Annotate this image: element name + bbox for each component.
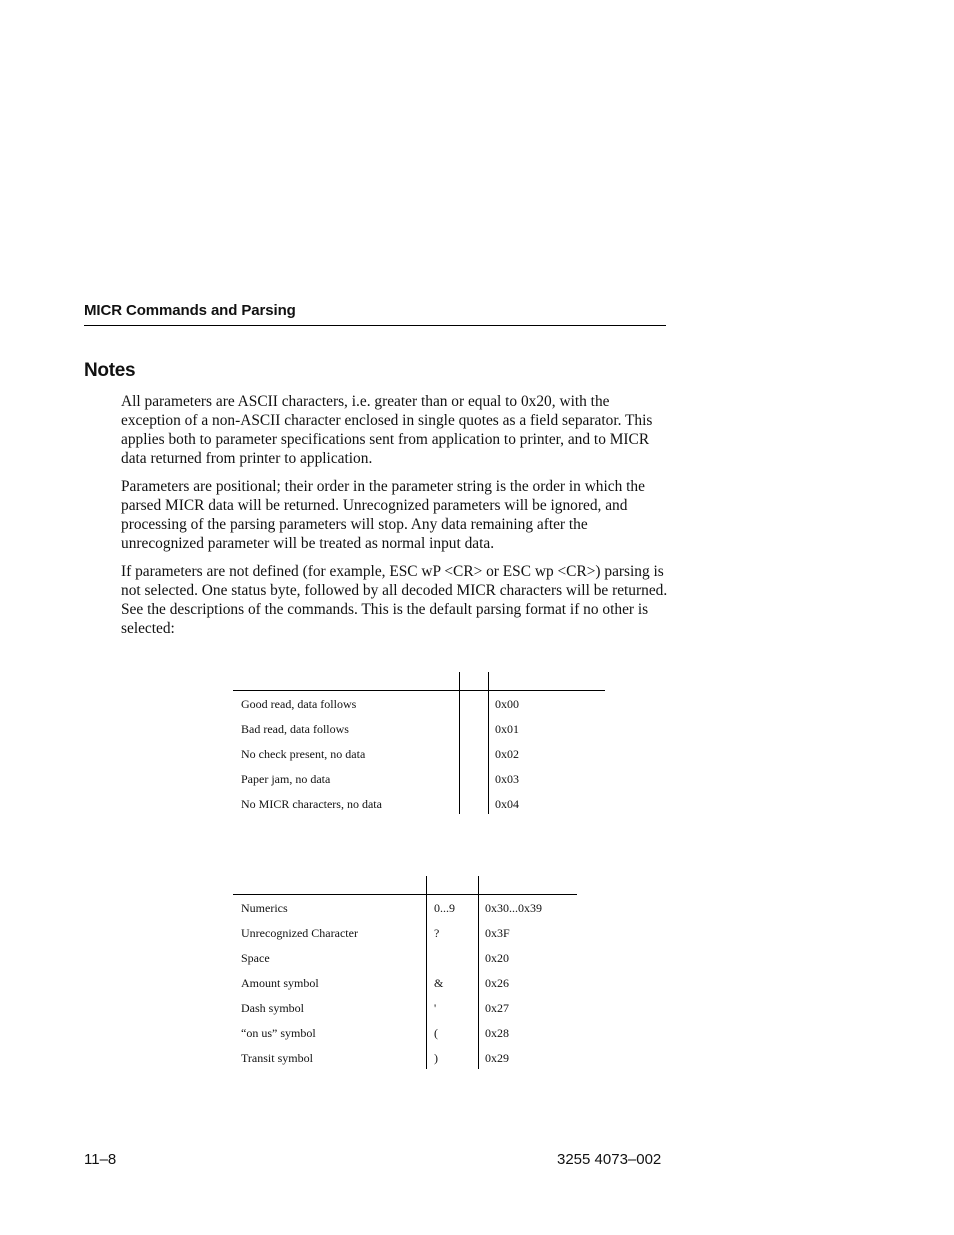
description-cell: Paper jam, no data (241, 772, 331, 786)
description-cell: “on us” symbol (241, 1026, 316, 1040)
notes-body (121, 392, 669, 647)
description-cell: No MICR characters, no data (241, 797, 382, 811)
symbol-cell: & (434, 976, 444, 990)
symbol-cell: ( (434, 1026, 438, 1040)
value-cell: 0x28 (485, 1026, 509, 1040)
description-cell: No check present, no data (241, 747, 366, 761)
table-row (233, 895, 577, 920)
micr-character-table (233, 876, 577, 1070)
description-cell: Space (241, 951, 270, 965)
running-header: MICR Commands and Parsing (84, 302, 666, 326)
table-row (233, 1020, 577, 1045)
value-cell: 0x3F (485, 926, 510, 940)
table-row (233, 920, 577, 945)
value-cell: 0x26 (485, 976, 509, 990)
table-header (233, 876, 577, 895)
value-cell: 0x03 (495, 772, 519, 786)
document-number: 3255 4073–002 (557, 1151, 662, 1168)
value-cell: 0x30...0x39 (485, 901, 542, 915)
table-row (233, 716, 605, 741)
symbol-cell: ? (434, 926, 440, 940)
value-cell: 0x04 (495, 797, 519, 811)
page-number: 11–8 (84, 1151, 117, 1168)
table-row (233, 741, 605, 766)
table-row (233, 766, 605, 791)
table-row (233, 945, 577, 970)
paragraph: If parameters are not defined (for example, ESC wP <CR> or ESC wp <CR>) parsing is not selected. One status byte, followed by all decoded MICR characters will be returned. See the descriptions of the commands. This is the default parsing format if no other is selected: (121, 563, 668, 637)
description-cell: Dash symbol (241, 1001, 304, 1015)
description-cell: Transit symbol (241, 1051, 313, 1065)
table-row (233, 970, 577, 995)
description-cell: Good read, data follows (241, 697, 357, 711)
paragraph: Parameters are positional; their order in the parameter string is the order in which the parsed MICR data will be returned. Unrecognized parameters will be ignored, and processing of the parsing parameters will stop. Any data remaining after the unrecognized parameter will be treated as normal input data. (121, 478, 645, 552)
symbol-cell: 0...9 (434, 901, 455, 915)
value-cell: 0x27 (485, 1001, 509, 1015)
table-row (233, 691, 605, 716)
status-byte-table (233, 672, 605, 816)
value-cell: 0x02 (495, 747, 519, 761)
table-header (233, 672, 605, 691)
value-cell: 0x20 (485, 951, 509, 965)
value-cell: 0x01 (495, 722, 519, 736)
description-cell: Unrecognized Character (241, 926, 358, 940)
value-cell: 0x29 (485, 1051, 509, 1065)
paragraph: All parameters are ASCII characters, i.e. greater than or equal to 0x20, with the exception of a non-ASCII character enclosed in single quotes as a field separator. This applies both to parameter specifications sent from application to printer, and to MICR data returned from printer to application. (121, 393, 653, 467)
table-row (233, 1045, 577, 1070)
description-cell: Bad read, data follows (241, 722, 349, 736)
value-cell: 0x00 (495, 697, 519, 711)
table-row (233, 995, 577, 1020)
description-cell: Numerics (241, 901, 288, 915)
description-cell: Amount symbol (241, 976, 319, 990)
table-row (233, 791, 605, 816)
section-title: Notes (84, 360, 136, 381)
symbol-cell: ' (434, 1001, 437, 1015)
symbol-cell: ) (434, 1051, 438, 1065)
